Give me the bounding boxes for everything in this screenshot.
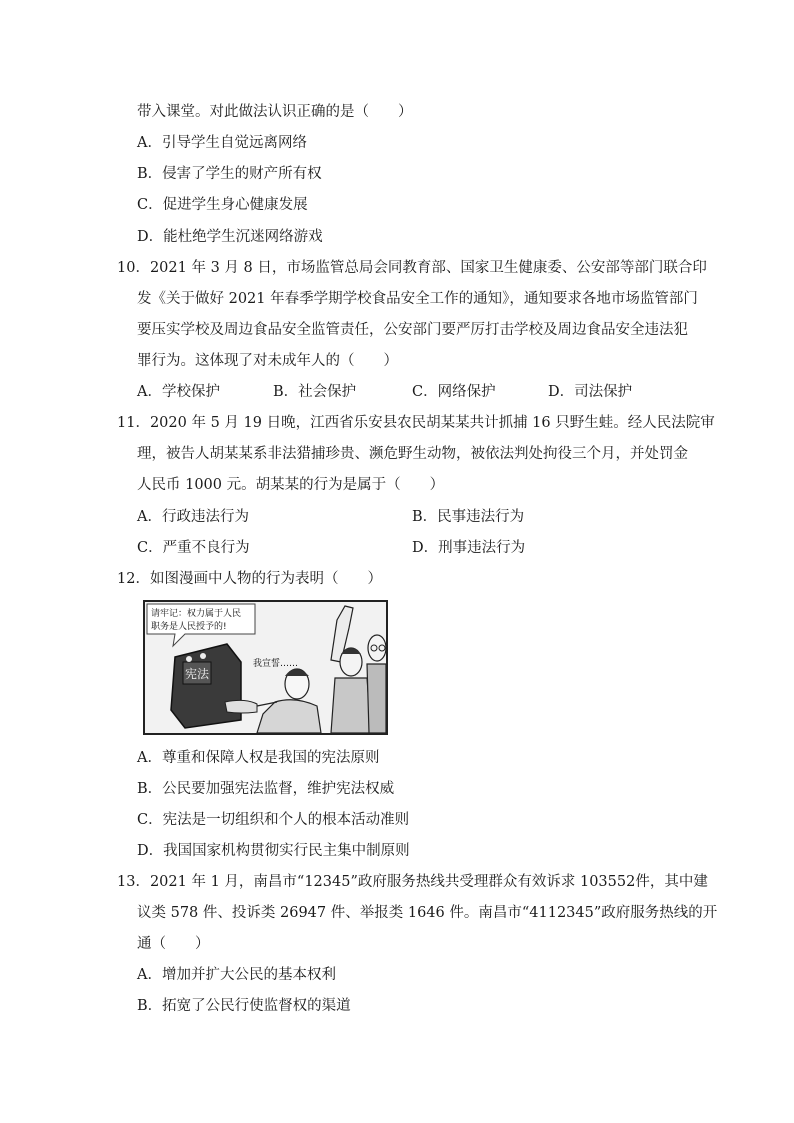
q12-option-a[interactable]: A．尊重和保障人权是我国的宪法原则: [137, 750, 380, 766]
q13-line-1: 13．2021 年 1 月，南昌市“12345”政府服务热线共受理群众有效诉求 103552件，其中建: [117, 874, 708, 890]
q10-line-3: 要压实学校及周边食品安全监管责任，公安部门要严厉打击学校及周边食品安全违法犯: [137, 322, 688, 338]
q11-line-1: 11．2020 年 5 月 19 日晚，江西省乐安县农民胡某某共计抓捕 16 只野生蛙。经人民法院审: [117, 415, 715, 431]
q10-line-4: 罪行为。这体现了对未成年人的（ ）: [137, 353, 398, 369]
q11-option-a[interactable]: A．行政违法行为: [137, 509, 249, 525]
q9-option-a[interactable]: A．引导学生自觉远离网络: [137, 135, 307, 151]
q9-option-c[interactable]: C．促进学生身心健康发展: [137, 197, 308, 213]
q11-option-c[interactable]: C．严重不良行为: [137, 540, 250, 556]
q9-option-d[interactable]: D．能杜绝学生沉迷网络游戏: [137, 229, 323, 245]
oath-speech-text: 我宣誓……: [253, 659, 299, 669]
q12-stem: 12．如图漫画中人物的行为表明（ ）: [117, 571, 382, 587]
q13-line-3: 通（ ）: [137, 936, 210, 952]
q12-option-d[interactable]: D．我国国家机构贯彻实行民主集中制原则: [137, 843, 410, 859]
q10-option-b[interactable]: B．社会保护: [273, 384, 357, 400]
q13-option-b[interactable]: B．拓宽了公民行使监督权的渠道: [137, 998, 351, 1014]
q11-line-2: 理，被告人胡某某系非法猎捕珍贵、濒危野生动物，被依法判处拘役三个月，并处罚金: [137, 446, 688, 462]
q10-option-d[interactable]: D．司法保护: [548, 384, 633, 400]
constitution-cartoon: [143, 600, 388, 735]
q9-option-b[interactable]: B．侵害了学生的财产所有权: [137, 166, 322, 182]
q11-option-b[interactable]: B．民事违法行为: [412, 509, 525, 525]
q10-line-2: 发《关于做好 2021 年春季学期学校食品安全工作的通知》，通知要求各地市场监管部门: [137, 291, 698, 307]
bubble-text-line-2: 职务是人民授予的!: [151, 622, 227, 632]
constitution-label: 宪法: [185, 667, 210, 681]
q13-option-a[interactable]: A．增加并扩大公民的基本权利: [137, 967, 336, 983]
q11-line-3: 人民币 1000 元。胡某某的行为是属于（ ）: [137, 477, 445, 493]
bubble-text-line-1: 请牢记：权力属于人民: [151, 609, 242, 619]
q10-line-1: 10．2021 年 3 月 8 日，市场监管总局会同教育部、国家卫生健康委、公安部等部门联合印: [117, 260, 707, 276]
q11-option-d[interactable]: D．刑事违法行为: [412, 540, 526, 556]
q9-stem-tail: 带入课堂。对此做法认识正确的是（ ）: [137, 104, 413, 120]
q12-option-c[interactable]: C．宪法是一切组织和个人的根本活动准则: [137, 812, 410, 828]
q10-option-a[interactable]: A．学校保护: [137, 384, 220, 400]
q13-line-2: 议类 578 件、投诉类 26947 件、举报类 1646 件。南昌市“4112345”政府服务热线的开: [137, 905, 718, 921]
q10-option-c[interactable]: C．网络保护: [412, 384, 496, 400]
q12-option-b[interactable]: B．公民要加强宪法监督，维护宪法权威: [137, 781, 395, 797]
